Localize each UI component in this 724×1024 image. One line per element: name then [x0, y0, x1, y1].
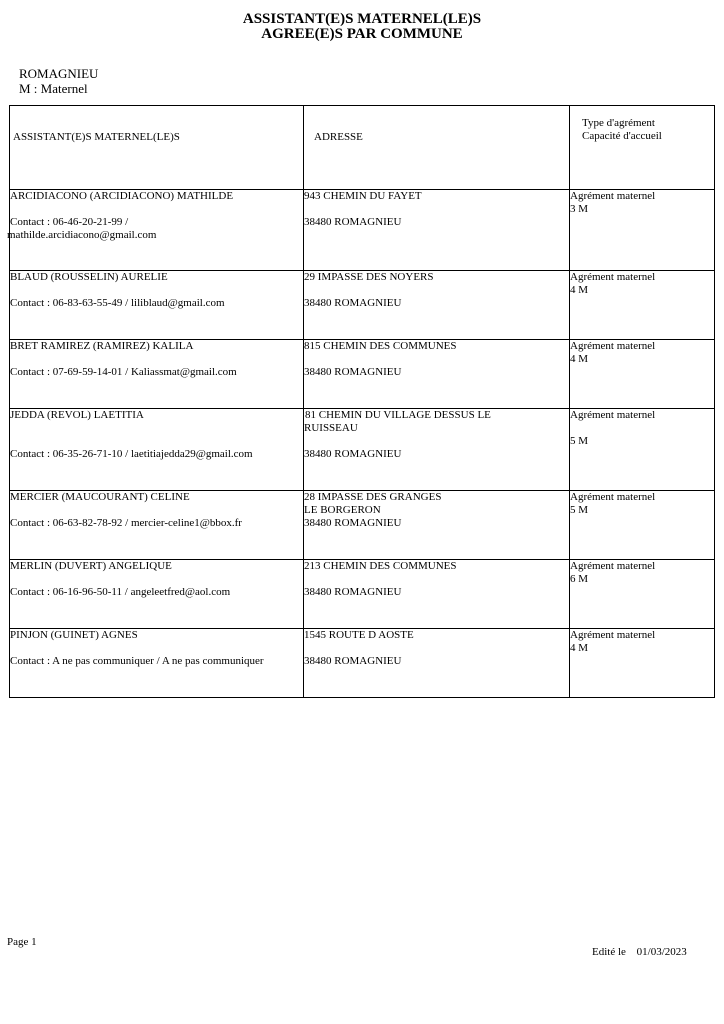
address-cell: [304, 340, 570, 409]
assistant-contact: Contact : 06-35-26-71-10 / laetitiajedda29@gmail.com: [10, 448, 253, 460]
column-header-assistant: ASSISTANT(E)S MATERNEL(LE)S: [10, 106, 304, 190]
capacite-accueil: 4 M: [570, 353, 589, 365]
agrement-cell: [570, 491, 715, 560]
title-line-1: ASSISTANT(E)S MATERNEL(LE)S: [242, 11, 482, 27]
table-row: [10, 491, 715, 560]
agrement-type: Agrément maternel: [570, 340, 656, 352]
table-row: [10, 409, 715, 491]
address-street: 28 IMPASSE DES GRANGES: [304, 491, 442, 503]
address-city: 38480 ROMAGNIEU: [304, 586, 402, 598]
address-street: 213 CHEMIN DES COMMUNES: [304, 560, 457, 572]
agrement-cell: [570, 190, 715, 271]
assistant-contact: Contact : A ne pas communiquer / A ne pas communiquer: [10, 655, 264, 667]
page-number: Page 1: [7, 936, 37, 948]
assistant-name: JEDDA (REVOL) LAETITIA: [10, 409, 144, 421]
edit-date-label: Edité le: [592, 946, 626, 958]
capacite-accueil: 5 M: [570, 435, 589, 447]
agrement-type: Agrément maternel: [570, 629, 656, 641]
document-title: [0, 12, 724, 42]
agrement-cell: [570, 271, 715, 340]
agrement-cell: [570, 629, 715, 698]
assistant-cell: [10, 409, 304, 491]
assistant-contact: Contact : 06-63-82-78-92 / mercier-celine1@bbox.fr: [10, 517, 242, 529]
agrement-type: Agrément maternel: [570, 190, 656, 202]
agrement-cell: [570, 340, 715, 409]
table-row: [10, 560, 715, 629]
address-city: 38480 ROMAGNIEU: [304, 448, 402, 460]
assistant-contact-continued: mathilde.arcidiacono@gmail.com: [7, 229, 157, 241]
title-line-2: AGREE(E)S PAR COMMUNE: [261, 26, 463, 42]
address-city: 38480 ROMAGNIEU: [304, 517, 402, 529]
address-locality: LE BORGERON: [304, 504, 381, 516]
address-city: 38480 ROMAGNIEU: [304, 216, 402, 228]
agrement-type: Agrément maternel: [570, 560, 656, 572]
agrement-cell: [570, 409, 715, 491]
address-cell: [304, 190, 570, 271]
address-city: 38480 ROMAGNIEU: [304, 297, 402, 309]
address-cell: [304, 271, 570, 340]
assistant-contact: Contact : 06-16-96-50-11 / angeleetfred@aol.com: [10, 586, 231, 598]
assistant-name: BLAUD (ROUSSELIN) AURELIE: [10, 271, 168, 283]
agrement-type: Agrément maternel: [570, 271, 656, 283]
table-row: [10, 629, 715, 698]
table-row: [10, 190, 715, 271]
address-street: 81 CHEMIN DU VILLAGE DESSUS LE: [305, 409, 491, 421]
column-header-adresse: ADRESSE: [304, 106, 570, 190]
address-street: 943 CHEMIN DU FAYET: [304, 190, 422, 202]
edit-date-value: 01/03/2023: [636, 946, 687, 958]
agrement-type: Agrément maternel: [570, 491, 656, 503]
address-cell: [304, 629, 570, 698]
address-cell: [304, 409, 570, 491]
assistant-contact: Contact : 06-83-63-55-49 / liliblaud@gmail.com: [10, 297, 225, 309]
address-street: 29 IMPASSE DES NOYERS: [304, 271, 434, 283]
capacite-accueil: 6 M: [570, 573, 589, 585]
table-header-row: [10, 106, 715, 190]
assistants-table: [9, 105, 715, 698]
commune-name: ROMAGNIEU: [19, 66, 99, 81]
address-street-continued: RUISSEAU: [304, 422, 358, 434]
capacite-accueil: 4 M: [570, 284, 589, 296]
assistant-name: MERLIN (DUVERT) ANGELIQUE: [10, 560, 172, 572]
assistant-name: PINJON (GUINET) AGNES: [10, 629, 138, 641]
address-cell: [304, 491, 570, 560]
table-row: [10, 271, 715, 340]
assistant-contact: Contact : 06-46-20-21-99 /: [10, 216, 129, 228]
column-header-type: [570, 106, 715, 190]
assistant-cell: [7, 190, 304, 271]
capacite-accueil: 3 M: [570, 203, 589, 215]
address-street: 1545 ROUTE D AOSTE: [304, 629, 414, 641]
assistant-name: ARCIDIACONO (ARCIDIACONO) MATHILDE: [10, 190, 234, 202]
table-row: [10, 340, 715, 409]
assistant-cell: [10, 271, 304, 340]
legend-text: M : Maternel: [19, 81, 88, 96]
assistant-cell: [10, 560, 304, 629]
capacite-accueil: 4 M: [570, 642, 589, 654]
agrement-type: Agrément maternel: [570, 409, 656, 421]
column-header-type-line1: Type d'agrément: [582, 117, 655, 129]
address-cell: [304, 560, 570, 629]
assistant-name: MERCIER (MAUCOURANT) CELINE: [10, 491, 190, 503]
assistant-cell: [10, 340, 304, 409]
assistant-cell: [10, 491, 304, 560]
edit-date: [592, 946, 687, 958]
assistant-cell: [10, 629, 304, 698]
assistant-name: BRET RAMIREZ (RAMIREZ) KALILA: [10, 340, 194, 352]
column-header-type-line2: Capacité d'accueil: [582, 130, 662, 142]
capacite-accueil: 5 M: [570, 504, 589, 516]
assistant-contact: Contact : 07-69-59-14-01 / Kaliassmat@gmail.com: [10, 366, 237, 378]
address-street: 815 CHEMIN DES COMMUNES: [304, 340, 457, 352]
address-city: 38480 ROMAGNIEU: [304, 366, 402, 378]
agrement-cell: [570, 560, 715, 629]
address-city: 38480 ROMAGNIEU: [304, 655, 402, 667]
